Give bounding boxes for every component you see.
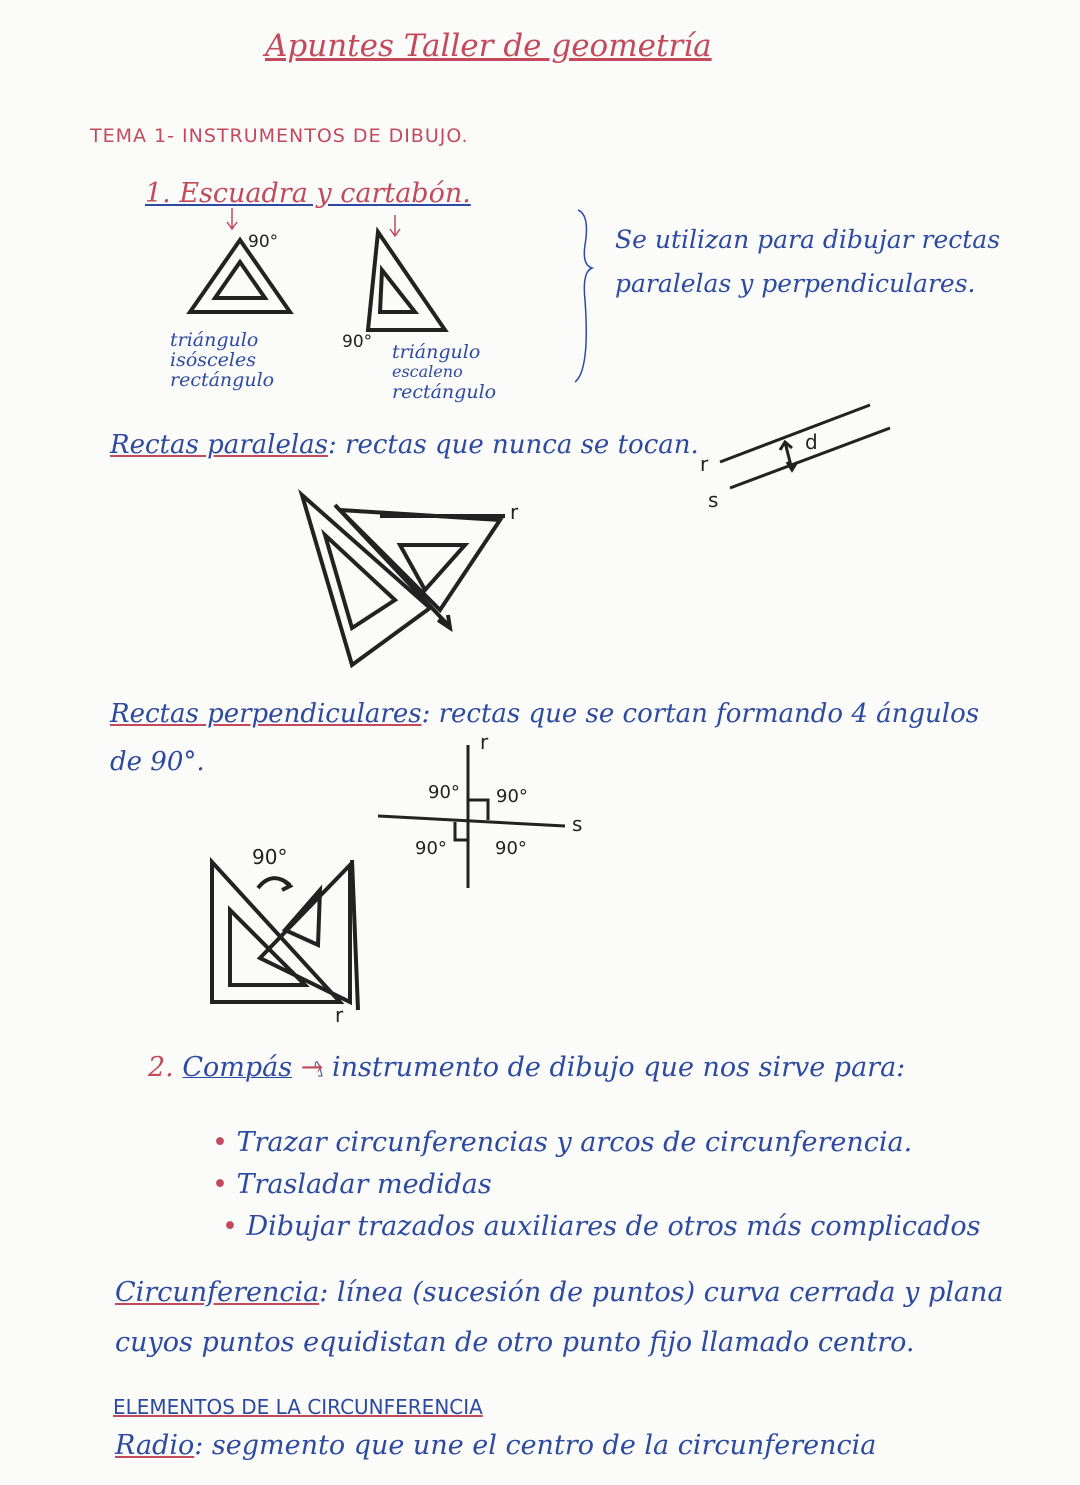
angle-label: 90°: [342, 332, 373, 352]
angle-label: 90°: [495, 838, 527, 859]
triangle2-label: triángulo escaleno rectángulo: [392, 341, 497, 403]
angle-label: 90°: [428, 782, 460, 803]
list-item: • Trazar circunferencias y arcos de circunferencia.: [212, 1127, 913, 1158]
parallel-set-squares-drawing: [302, 495, 505, 665]
line-r-label: r: [480, 730, 489, 754]
perpendicular-definition: Rectas perpendiculares: rectas que se cortan formando 4 ángulos de 90°.: [110, 699, 980, 777]
perpendicular-set-squares-drawing: [212, 860, 358, 1010]
usage-note: Se utilizan para dibujar rectas paralelas y perpendiculares.: [615, 225, 1001, 298]
page-title: Apuntes Taller de geometría: [265, 28, 712, 64]
section2-heading: 2. Compás → instrumento de dibujo que nos sirve para:: [148, 1052, 906, 1083]
line-r-label: r: [335, 1003, 344, 1027]
line-s-label: s: [708, 488, 719, 512]
rotation-angle-label: 90°: [252, 845, 288, 869]
list-item: • Dibujar trazados auxiliares de otros más complicados: [222, 1211, 981, 1242]
brace-icon: [575, 210, 592, 382]
distance-label: d: [805, 430, 818, 454]
radius-definition: Radio: segmento que une el centro de la circunferencia: [115, 1430, 877, 1461]
line-s-label: s: [572, 812, 583, 836]
list-item: • Trasladar medidas: [212, 1169, 492, 1200]
triangle1-label: triángulo isósceles rectángulo: [170, 329, 275, 391]
section1-heading-text: 1. Escuadra y cartabón.: [145, 178, 471, 209]
line-r-label: r: [510, 500, 519, 524]
circumference-definition: Circunferencia: línea (sucesión de puntos) curva cerrada y plana cuyos puntos equidistan de otro punto fijo llamado centro.: [115, 1277, 1004, 1358]
compass-uses-list: [212, 1122, 980, 1248]
line-r-label: r: [700, 452, 709, 476]
topic-heading: TEMA 1- INSTRUMENTOS DE DIBUJO.: [90, 125, 469, 147]
scalene-triangle-drawing: [368, 232, 445, 330]
angle-label: 90°: [496, 786, 528, 807]
angle-label: 90°: [248, 232, 279, 252]
parallel-definition: Rectas paralelas: rectas que nunca se tocan.: [110, 430, 699, 460]
elements-heading: ELEMENTOS DE LA CIRCUNFERENCIA: [113, 1395, 483, 1419]
angle-label: 90°: [415, 838, 447, 859]
